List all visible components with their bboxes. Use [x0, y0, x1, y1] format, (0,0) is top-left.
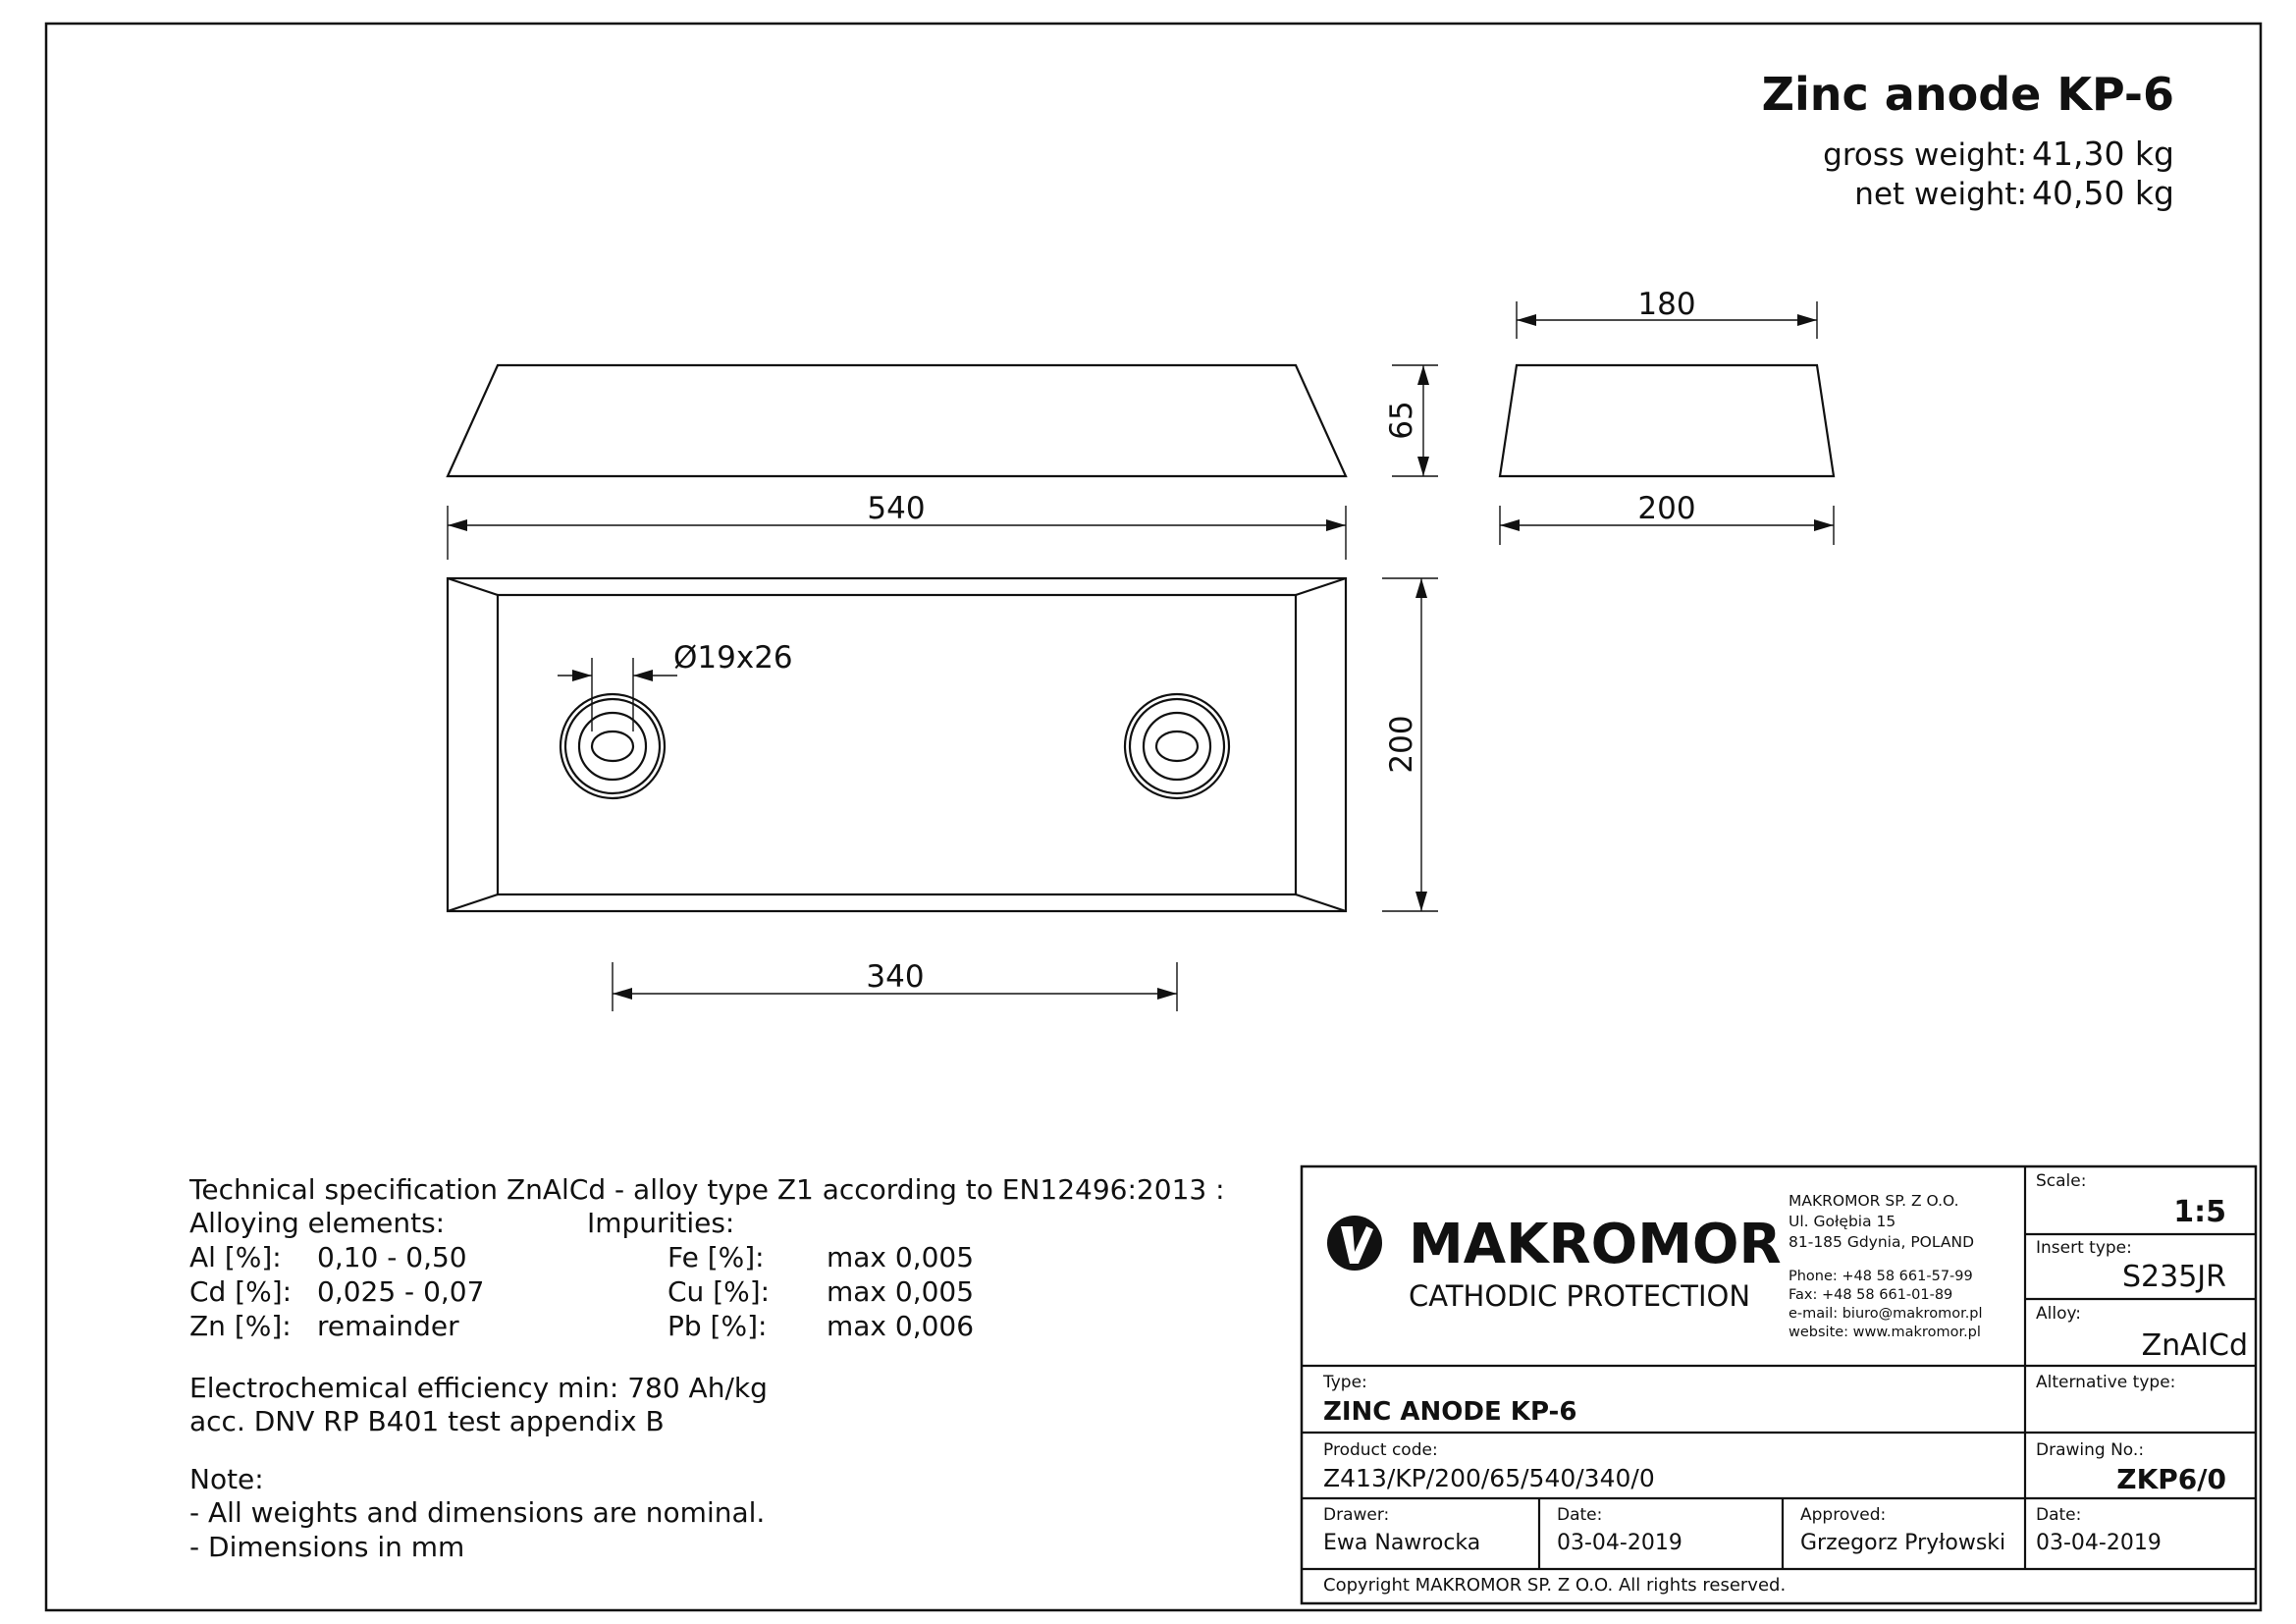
alloy-element: Al [%]:	[189, 1241, 282, 1273]
product-code-value: Z413/KP/200/65/540/340/0	[1323, 1464, 1655, 1492]
dimension-length	[448, 491, 1346, 560]
hole-size-label: Ø19x26	[673, 640, 793, 676]
dimension-bottom-width-label: 200	[1637, 491, 1696, 526]
dimension-hole-spacing-label: 340	[866, 959, 925, 995]
side-view	[448, 365, 1346, 476]
makromor-logo	[1327, 1216, 1382, 1271]
alloy-value: ZnAlCd	[2141, 1328, 2248, 1363]
plan-view	[448, 578, 1346, 911]
address-line: website: www.makromor.pl	[1789, 1325, 1981, 1340]
alloy-label: Alloy:	[2036, 1304, 2082, 1324]
alloy-element: Zn [%]:	[189, 1310, 292, 1342]
date-label: Date:	[2036, 1505, 2082, 1525]
end-view-outline	[1500, 365, 1834, 476]
drawing-no-value: ZKP6/0	[2116, 1463, 2226, 1495]
impurity-value: max 0,006	[827, 1310, 975, 1342]
impurity-value: max 0,005	[827, 1275, 975, 1308]
dimension-top-width	[1517, 287, 1817, 339]
product-code-label: Product code:	[1323, 1440, 1438, 1460]
note-line-1: - All weights and dimensions are nominal.	[189, 1496, 766, 1529]
company-name: MAKROMOR	[1409, 1213, 1782, 1276]
plan-view-inner	[498, 595, 1296, 894]
end-view	[1500, 365, 1834, 476]
alloy-value: 0,10 - 0,50	[317, 1241, 467, 1273]
approved-label: Approved:	[1800, 1505, 1887, 1525]
address-line: Ul. Gołębia 15	[1789, 1213, 1896, 1230]
net-weight-label: net weight:	[1854, 177, 2027, 212]
alloy-value: remainder	[317, 1310, 459, 1342]
dimension-height	[1384, 365, 1438, 476]
impurity-element: Cu [%]:	[667, 1275, 771, 1308]
dimension-hole	[558, 640, 793, 731]
date-label: Date:	[1557, 1505, 1603, 1525]
insert-type-value: S235JR	[2122, 1260, 2226, 1294]
mounting-hole-left	[561, 694, 665, 798]
alternative-type-label: Alternative type:	[2036, 1373, 2176, 1392]
alloying-heading: Alloying elements:	[189, 1207, 446, 1239]
dimension-bottom-width	[1500, 491, 1834, 545]
address-line: MAKROMOR SP. Z O.O.	[1789, 1192, 1959, 1210]
impurity-element: Pb [%]:	[667, 1310, 768, 1342]
mounting-hole-right	[1125, 694, 1229, 798]
insert-type-label: Insert type:	[2036, 1238, 2132, 1258]
copyright-notice: Copyright MAKROMOR SP. Z O.O. All rights reserved.	[1323, 1575, 1787, 1596]
address-line: e-mail: biuro@makromor.pl	[1789, 1306, 1983, 1322]
drawing-title: Zinc anode KP-6	[1761, 68, 2174, 121]
net-weight-value: 40,50 kg	[2031, 174, 2174, 212]
impurity-value: max 0,005	[827, 1241, 975, 1273]
efficiency-line-2: acc. DNV RP B401 test appendix B	[189, 1405, 665, 1437]
gross-weight-value: 41,30 kg	[2031, 135, 2174, 173]
drawer-label: Drawer:	[1323, 1505, 1390, 1525]
spec-heading: Technical specification ZnAlCd - alloy type Z1 according to EN12496:2013 :	[189, 1173, 1225, 1206]
drawer-value: Ewa Nawrocka	[1323, 1531, 1481, 1555]
type-value: ZINC ANODE KP-6	[1323, 1397, 1577, 1427]
efficiency-line-1: Electrochemical efficiency min: 780 Ah/kg	[189, 1372, 768, 1404]
title-block	[1302, 1166, 2256, 1603]
gross-weight-label: gross weight:	[1823, 137, 2027, 173]
dimension-plan-width-label: 200	[1384, 715, 1419, 774]
side-view-outline	[448, 365, 1346, 476]
date-value: 03-04-2019	[2036, 1531, 2162, 1555]
technical-specification	[188, 1173, 1225, 1563]
dimension-height-label: 65	[1384, 401, 1419, 440]
dimension-length-label: 540	[867, 491, 926, 526]
dimension-top-width-label: 180	[1637, 287, 1696, 322]
address-line: Fax: +48 58 661-01-89	[1789, 1287, 1953, 1303]
approved-value: Grzegorz Pryłowski	[1800, 1531, 2006, 1555]
impurities-heading: Impurities:	[587, 1207, 735, 1239]
scale-label: Scale:	[2036, 1171, 2087, 1191]
address-line: Phone: +48 58 661-57-99	[1789, 1269, 1973, 1284]
dimension-hole-spacing	[613, 959, 1177, 1011]
impurity-element: Fe [%]:	[667, 1241, 765, 1273]
note-line-2: - Dimensions in mm	[189, 1531, 465, 1563]
note-heading: Note:	[189, 1463, 264, 1495]
scale-value: 1:5	[2173, 1195, 2226, 1229]
drawing-no-label: Drawing No.:	[2036, 1440, 2145, 1460]
date-value: 03-04-2019	[1557, 1531, 1682, 1555]
company-subtitle: CATHODIC PROTECTION	[1409, 1279, 1751, 1313]
alloy-value: 0,025 - 0,07	[317, 1275, 485, 1308]
address-line: 81-185 Gdynia, POLAND	[1789, 1233, 1975, 1251]
dimension-plan-width	[1382, 578, 1438, 911]
alloy-element: Cd [%]:	[189, 1275, 293, 1308]
type-label: Type:	[1323, 1373, 1367, 1392]
